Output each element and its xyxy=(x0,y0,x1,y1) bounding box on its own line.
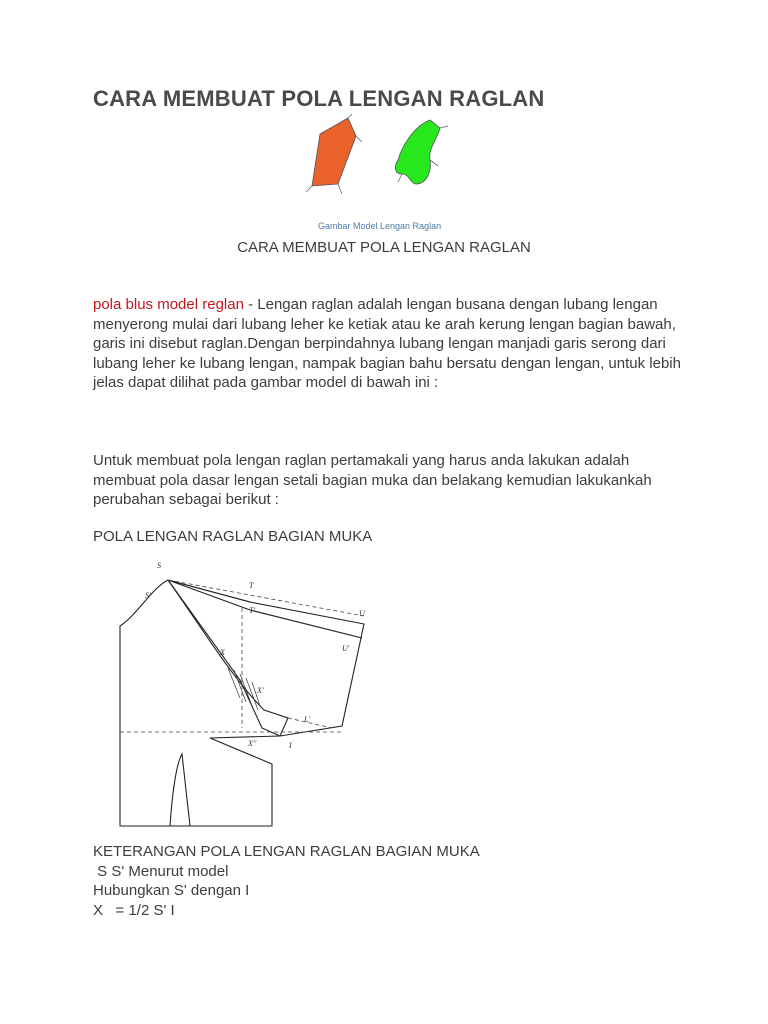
intro-paragraph-text: - Lengan raglan adalah lengan busana dengan lubang lengan menyerong mulai dari lubang leher ke ketiak atau ke arah kerung lengan bagian bawah, garis ini disebut raglan.Dengan berpindahnya lubang lengan manjadi garis serong dari lubang leher ke lubang lengan, nampak bagian bahu bersatu dengan lengan, untuk lebih jelas dapat dilihat pada gambar model di bawah ini : xyxy=(93,296,681,391)
intro-paragraph xyxy=(93,295,683,393)
label-x1: X' xyxy=(257,686,264,695)
label-l: L' xyxy=(304,715,311,724)
figure-caption-small: Gambar Model Lengan Raglan xyxy=(318,221,442,231)
underarm-curve xyxy=(168,580,288,738)
pola-blus-link[interactable]: pola blus model reglan xyxy=(93,296,244,313)
dashed-guide-line xyxy=(168,580,364,616)
label-s: S xyxy=(157,561,161,570)
note-line: X = 1/2 S' I xyxy=(93,901,175,919)
figure-caption: CARA MEMBUAT POLA LENGAN RAGLAN xyxy=(237,239,531,256)
bodice-outline xyxy=(120,580,272,826)
label-u1: U' xyxy=(342,644,350,653)
instruction-paragraph: Untuk membuat pola lengan raglan pertamakali yang harus anda lakukan adalah membuat pola dasar lengan setali bagian muka dan belakang kemudian lakukankah perubahan sebagai berikut : xyxy=(93,452,652,508)
notes-block xyxy=(93,842,480,920)
page-title: CARA MEMBUAT POLA LENGAN RAGLAN xyxy=(93,86,545,111)
sleeve-inner-line xyxy=(168,580,362,638)
orange-sleeve-shape xyxy=(312,118,356,186)
sleeve-upper-line xyxy=(168,580,364,736)
raglan-model-illustration xyxy=(290,112,470,210)
note-line: S S' Menurut model xyxy=(93,862,229,880)
label-x2: X'' xyxy=(248,739,257,748)
label-t1: T' xyxy=(249,606,256,615)
section-heading: POLA LENGAN RAGLAN BAGIAN MUKA xyxy=(93,528,373,545)
label-t: T xyxy=(249,581,254,590)
label-u: U xyxy=(359,609,365,618)
note-line: Hubungkan S' dengan I xyxy=(93,882,250,899)
label-i: I xyxy=(289,741,292,750)
label-x: X xyxy=(220,648,225,657)
notes-heading: KETERANGAN POLA LENGAN RAGLAN BAGIAN MUKA xyxy=(93,843,480,860)
label-s1: S' xyxy=(145,591,151,600)
raglan-pattern-diagram xyxy=(92,558,392,834)
